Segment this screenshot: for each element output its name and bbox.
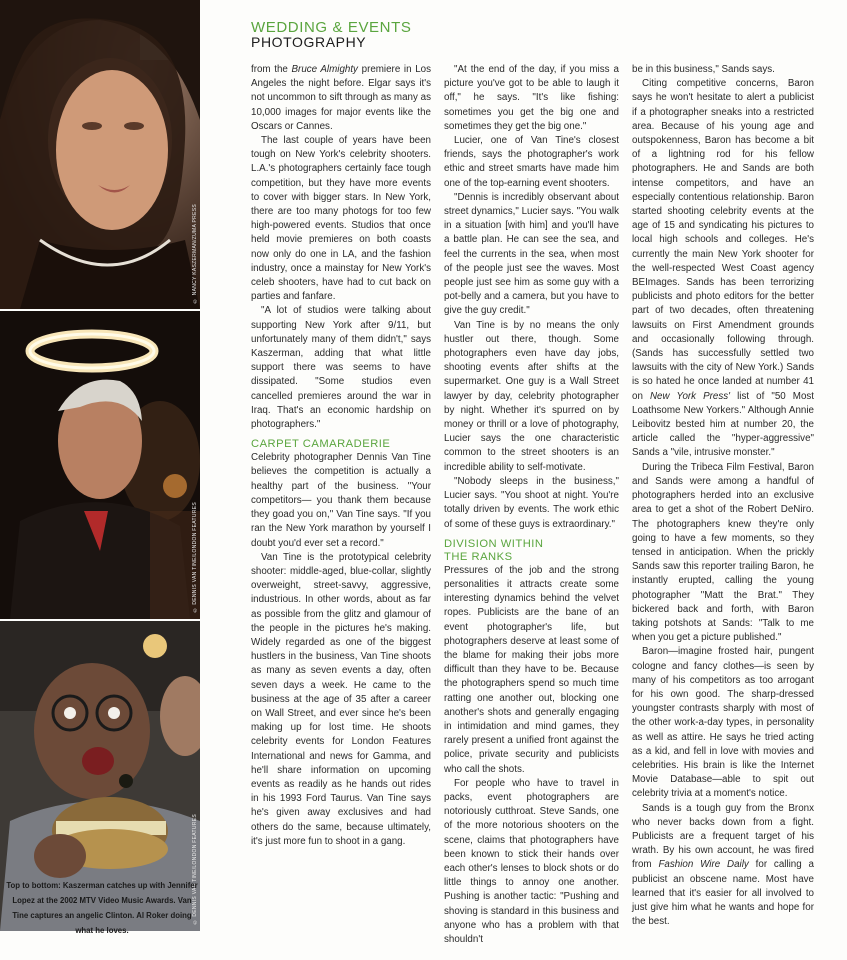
paragraph: Van Tine is the prototypical celebrity shooter: middle-aged, blue-collar, slightly overweight, street-savvy, aggressive, industrious. In other words, about as far as possible from the glitz and glamour of the people in the pictures he's making. Widely regarded as one of the biggest hustlers in the business, Van Tine shoots as many as seven events a day, often seven days a week. He came to the business at the age of 35 after a career on Wall Street, and ever since he's been making up for lost time. He shoots celebrity events for London Features International and news for Gamma, and he'll share information on upcoming events as readily as he hands out rides in his 1993 Ford Taurus. Van Tine says he's given away exclusives and had others do the same, because ultimately, it's just more fun to shoot in a gang. (251, 551, 431, 847)
paragraph: During the Tribeca Film Festival, Baron and Sands were among a handful of photographers herded into an exclusive area to get a shot of the Robert DeNiro. The photographers knew they're only going to have a few moments, so they tensed in anticipation. When the prickly Sands saw this reporter trailing Baron, he instantly erupted, calling the young photographer "Matt the Brat." They bickered back and forth, with Baron taking potshots at Sands: "Talk to me when you get a picture published." (632, 461, 814, 644)
section-label-line2: PHOTOGRAPHY (251, 34, 367, 50)
paragraph: For people who have to travel in packs, event photographers are notoriously cutthroat. Steve Sands, one of the more notorious shooters on the scene, claims that photographers have been known to stick their hands over each other's lenses to block shots or do little things to annoy one another. Pushing is another tactic: "Pushing and shoving is standard in this business and anyone who has a problem with that shouldn't (444, 777, 619, 945)
subheading-division-within-the-ranks: DIVISION WITHIN THE RANKS (444, 537, 544, 563)
article-column-1 (251, 63, 431, 849)
photo-column (0, 0, 200, 931)
paragraph: "A lot of studios were talking about supporting New York after 9/11, but unfortunately many of them didn't," says Kaszerman, adding that what little support there was seems to have dissipated. "Some studios even cancelled premieres around the war in Iraq. That's an economic hardship on photographers." (251, 305, 431, 431)
paragraph: The last couple of years have been tough on New York's celebrity shooters. L.A.'s photographers certainly face tough competition, but they have more events to cover with bigger stars. In New York, there are too many photogs for too few high-powered events. Studios that once held movie premieres on both coasts now only do one in LA, and the fashion industry, once a mainstay for New York's celeb shooters, have had to cut back on parties and fanfare. (251, 135, 431, 303)
photo2-credit: © DENNIS VAN TINE/LONDON FEATURES (192, 502, 198, 613)
paragraph: Citing competitive concerns, Baron says he won't hesitate to alert a publicist if a photographer sneaks into a restricted area. Because of his young age and outspokenness, Baron has become a bit of a lightning rod for his fellow photographers. He and Sands are both intense competitors, and have an especially contentious relationship. Baron started shooting celebrity events at the age of 15 and syndicating his pictures to local high schools and colleges. He's currently the main New York shooter for the well-respected West Coast agency BEImages. Sands has been terrorizing publicists and photo editors for the better part of two decades, often threatening lawsuits on First Amendment grounds and occasionally following through. (Sands has successfully settled two lawsuits with the city of New York.) Sands is so hated he once landed at number 41 on New York Press' list of "50 Most Loathsome New Yorkers." Although Annie Leibovitz bested him at number 20, the article called the "hyper-aggressive" Sands a "vile, intrusive monster." (632, 78, 815, 459)
article-column-3 (632, 63, 814, 929)
paragraph: Sands is a tough guy from the Bronx who never backs down from a fight. Publicists are a frequent target of his wrath. By his own account, he was fired from Fashion Wire Daily for calling a publicist an obscene name. Most have learned that it's easier for all involved to just give him what he wants and hope for the best. (632, 802, 814, 928)
paragraph: Pressures of the job and the strong personalities it attracts create some interesting dynamics behind the velvet ropes. Publicists are the bane of an event photographer's life, but photographers deserve at least some of the blame for making their jobs more difficult than they have to be. Because the photographers spend so much time ratting one another out, blocking one another's shots and generally engaging in intimidation and mind games, they rarely present a unified front against the police, private security and publicists who call the shots. (444, 564, 619, 775)
paragraph: "Dennis is incredibly observant about street dynamics," Lucier says. "You walk in a situation [with him] and you'll have a battle plan. He can see the sea, and feel the currents in the sea, when most of the people just see the waves. Most people just see him as some guy with a pot-belly and a camera, but you have to give the guy credit." (444, 191, 619, 317)
paragraph: be in this business," Sands says. (632, 64, 775, 75)
paragraph: from the Bruce Almighty premiere in Los Angeles the night before. Elgar says it's not uncommon to sift through as many as 10,000 images for major events like the Oscars or Cannes. (251, 64, 431, 132)
photo1-credit: © NANCY KASZERMAN/ZUMA PRESS (192, 203, 198, 303)
photo-clinton (0, 311, 200, 619)
section-label-line1: WEDDING & EVENTS (251, 19, 412, 36)
paragraph: Baron—imagine frosted hair, pungent cologne and fancy clothes—is seen by many of his competitors as too arrogant for his own good. The sharp-dressed youngster contrasts sharply with most of the other work-a-day types, in personality as well as attire. He says he tried acting as a kid, and fell in love with movies and celebrities. His brain is like the Internet Movie Database—able to spit out celebrity trivia at a moment's notice. (632, 646, 814, 800)
photo-jennifer-lopez (0, 0, 200, 309)
paragraph: Lucier, one of Van Tine's closest friends, says the photographer's work ethic and street smarts have made him one of the top-earning event shooters. (444, 135, 619, 189)
photo3-credit: © DENNIS VAN TINE/LONDON FEATURES (192, 814, 198, 925)
paragraph: Celebrity photographer Dennis Van Tine believes the competition is actually a healthy part of the business. "Your competitors— you thank them because they goad you on," Van Tine says. "If you ran the New York marathon by yourself I doubt you'd ever set a record." (251, 452, 431, 549)
section-label (251, 20, 411, 50)
photo-caption: Top to bottom: Kaszerman catches up with Jennifer Lopez at the 2002 MTV Video Music Awards. Van Tine captures an angelic Clinton. Al Roker doing what he loves. (6, 881, 198, 935)
article-column-2 (444, 63, 619, 947)
paragraph: Van Tine is by no means the only hustler out there, though. Some photographers even have day jobs, shooting events after shifts at the supermarket. One guy is a Wall Street lawyer by day, celebrity photographer by night. Whether it's spurred on by money or thrill or a love of photography, Lucier says the one characteristic common to the street shooters is an incredible ability to self-motivate. (444, 319, 619, 473)
paragraph: "At the end of the day, if you miss a picture you've got to be able to laugh it off," he says. "It's like fishing: sometimes you get the big one and sometimes they get the big one." (444, 64, 619, 132)
paragraph: "Nobody sleeps in the business," Lucier says. "You shoot at night. You're totally driven by events. The work ethic of some of these guys is extraordinary." (444, 475, 619, 530)
subheading-carpet-camaraderie: CARPET CAMARADERIE (251, 438, 391, 451)
